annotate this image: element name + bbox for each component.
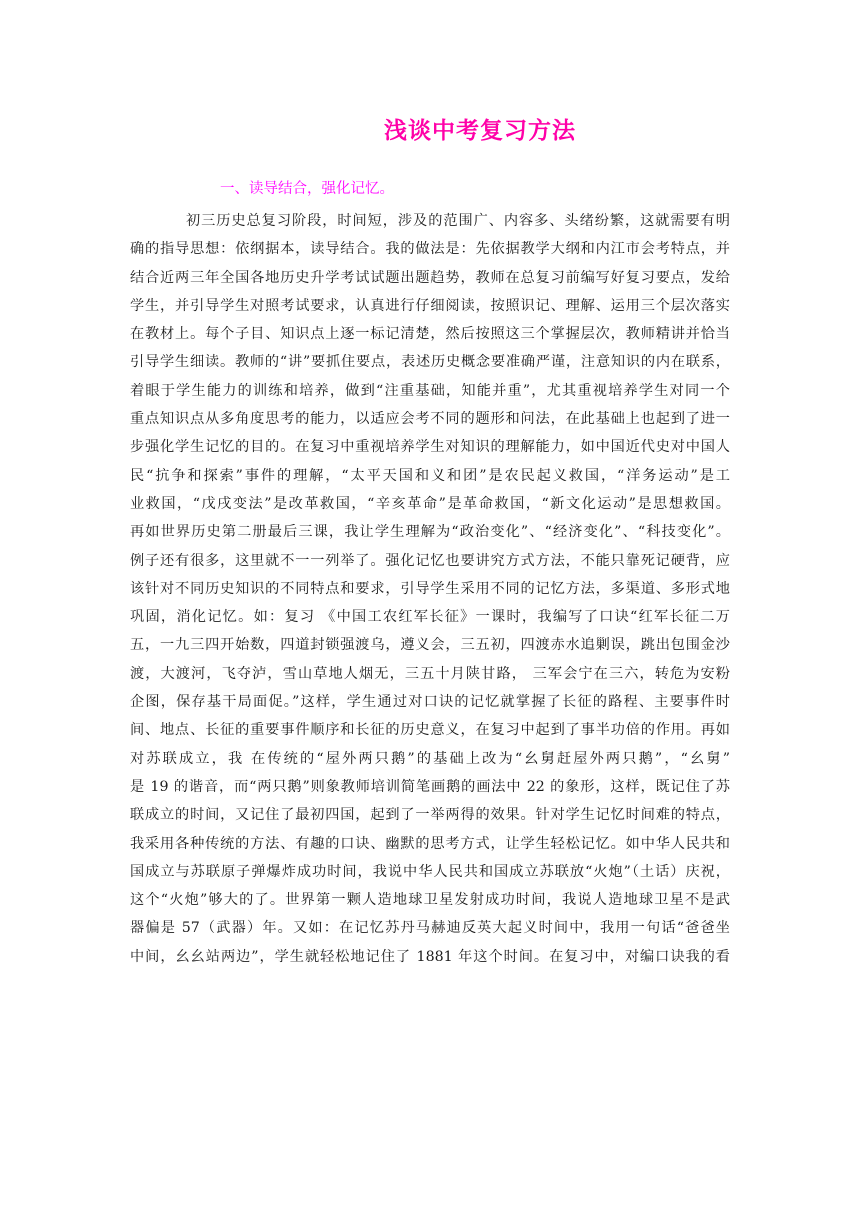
paragraph-line: 间、地点、长征的重要事件顺序和长征的历史意义，在复习中起到了事半功倍的作用。再如 bbox=[130, 722, 730, 739]
paragraph-line: 步强化学生记忆的目的。在复习中重视培养学生对知识的理解能力，如中国近代史对中国人 bbox=[130, 439, 730, 456]
paragraph-line: 例子还有很多，这里就不一一列举了。强化记忆也要讲究方式方法，不能只靠死记硬背，应 bbox=[130, 552, 730, 569]
paragraph-line: 着眼于学生能力的训练和培养，做到“注重基础，知能并重”，尤其重视培养学生对同一个 bbox=[130, 382, 730, 399]
paragraph-line: 对苏联成立，我 在传统的“屋外两只鹅”的基础上改为“幺舅赶屋外两只鹅”，“幺舅” bbox=[130, 750, 730, 767]
document-title: 浅谈中考复习方法 bbox=[384, 117, 576, 144]
body-paragraph bbox=[130, 207, 730, 971]
paragraph-line: 在教材上。每个子目、知识点上逐一标记清楚，然后按照这三个掌握层次，教师精讲并恰当 bbox=[130, 326, 730, 343]
paragraph-line: 引导学生细读。教师的“讲”要抓住要点，表述历史概念要准确严谨，注意知识的内在联系， bbox=[130, 354, 730, 371]
paragraph-line: 企图，保存基干局面促。”这样，学生通过对口诀的记忆就掌握了长征的路程、主要事件时 bbox=[130, 694, 730, 711]
paragraph-line: 初三历史总复习阶段，时间短，涉及的范围广、内容多、头绪纷繁，这就需要有明 bbox=[186, 213, 730, 229]
paragraph-line: 结合近两三年全国各地历史升学考试试题出题趋势，教师在总复习前编写好复习要点，发给 bbox=[130, 269, 730, 286]
section-heading: 一、读导结合，强化记忆。 bbox=[220, 181, 394, 197]
paragraph-line: 渡，大渡河，飞夺泸，雪山草地人烟无，三五十月陕甘路， 三军会宁在三六，转危为安粉 bbox=[130, 665, 730, 682]
paragraph-line: 这个“火炮”够大的了。世界第一颗人造地球卫星发射成功时间，我说人造地球卫星不是武 bbox=[130, 892, 730, 909]
paragraph-line: 学生，并引导学生对照考试要求，认真进行仔细阅读，按照识记、理解、运用三个层次落实 bbox=[130, 297, 730, 314]
paragraph-line: 巩固，消化记忆。如：复习 《中国工农红军长征》一课时，我编写了口诀“红军长征二万 bbox=[130, 609, 730, 626]
paragraph-line: 民“抗争和探索”事件的理解，“太平天国和义和团”是农民起义救国，“洋务运动”是工 bbox=[130, 467, 730, 484]
paragraph-line: 业救国，“戊戌变法”是改革救国，“辛亥革命”是革命救国，“新文化运动”是思想救国。 bbox=[130, 495, 730, 512]
paragraph-line: 联成立的时间，又记住了最初四国，起到了一举两得的效果。针对学生记忆时间难的特点， bbox=[130, 807, 730, 824]
paragraph-line: 重点知识点从多角度思考的能力，以适应会考不同的题形和问法，在此基础上也起到了进一 bbox=[130, 411, 730, 428]
paragraph-line: 我采用各种传统的方法、有趣的口诀、幽默的思考方式，让学生轻松记忆。如中华人民共和 bbox=[130, 835, 730, 852]
paragraph-line: 该针对不同历史知识的不同特点和要求，引导学生采用不同的记忆方法，多渠道、多形式地 bbox=[130, 580, 730, 597]
paragraph-line: 中间，幺幺站两边”，学生就轻松地记住了 1881 年这个时间。在复习中，对编口诀我的看 bbox=[130, 948, 730, 965]
paragraph-line: 国成立与苏联原子弹爆炸成功时间，我说中华人民共和国成立苏联放“火炮”（土话）庆祝， bbox=[130, 863, 730, 880]
paragraph-line: 五，一九三四开始数，四道封锁强渡乌，遵义会，三五初，四渡赤水追剿误，跳出包围金沙 bbox=[130, 637, 730, 654]
paragraph-line: 再如世界历史第二册最后三课，我让学生理解为“政治变化”、“经济变化”、“科技变化”。 bbox=[130, 524, 730, 541]
paragraph-line: 器偏是 57（武器）年。又如：在记忆苏丹马赫迪反英大起义时间中，我用一句话“爸爸坐 bbox=[130, 920, 730, 937]
paragraph-line: 确的指导思想：依纲据本，读导结合。我的做法是：先依据教学大纲和内江市会考特点，并 bbox=[130, 241, 730, 258]
paragraph-line: 是 19 的谐音，而“两只鹅”则象教师培训简笔画鹅的画法中 22 的象形，这样，既记住了苏 bbox=[130, 778, 730, 795]
